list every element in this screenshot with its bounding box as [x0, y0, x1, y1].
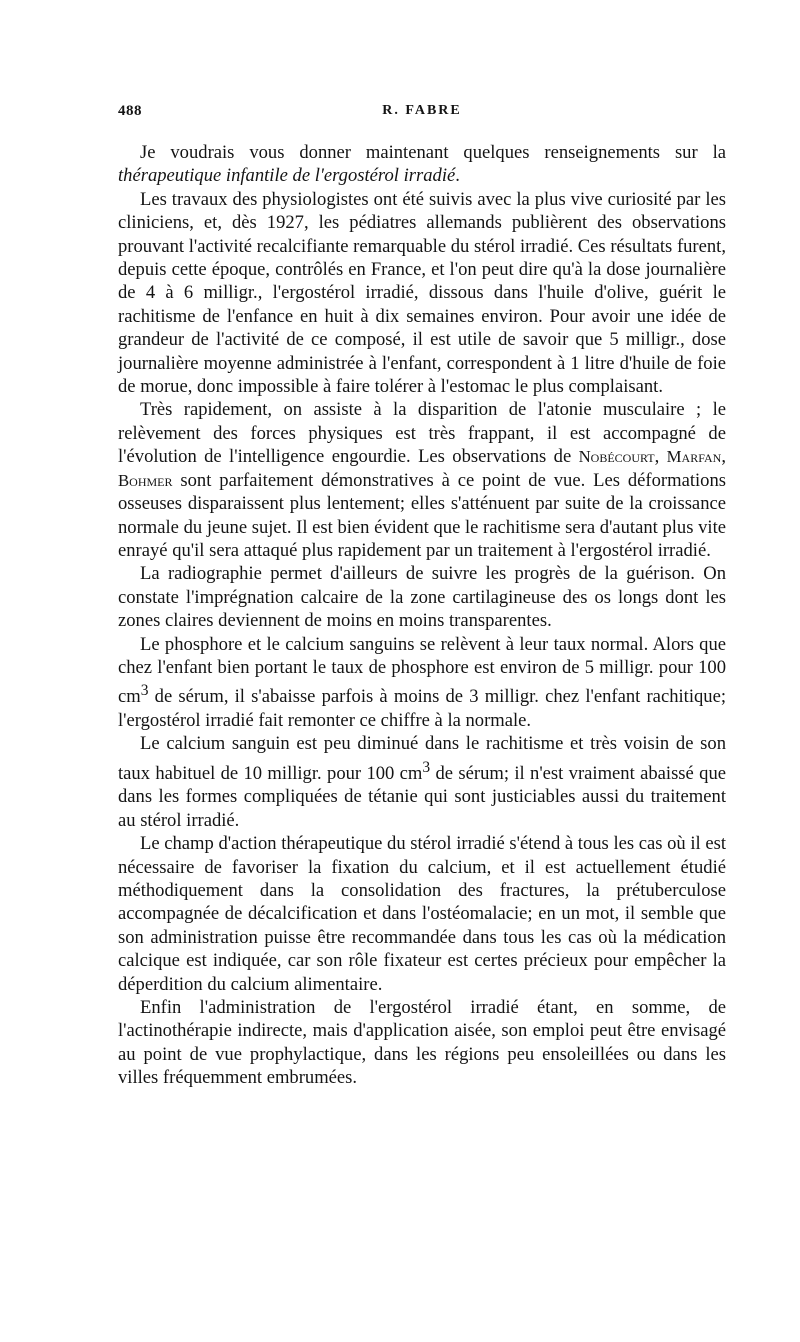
paragraph-1-italic-title: thérapeutique infantile de l'ergostérol irradié [118, 165, 456, 187]
paragraph-5-text: Le phosphore et le calcium sanguins se relèvent à leur taux normal. Alors que chez l'enfant bien portant le taux de phosphore est environ de 5 milligr. pour 100 cm [118, 633, 726, 708]
paragraph-5-superscript: 3 [140, 682, 149, 700]
author-name-marfan: Marfan [666, 447, 722, 467]
paragraph-1 [118, 141, 726, 188]
running-head [118, 103, 726, 129]
paragraph-3 [118, 398, 726, 562]
paragraph-6 [118, 732, 726, 832]
paragraph-3-rest: sont parfaitement démonstratives à ce point de vue. Les déformations osseuses disparaissent plus lentement; elles s'atténuent par suite de la croissance normale du jeune sujet. Il est bien évident que le rachitisme sera d'autant plus vite enrayé qu'il sera attaqué plus rapidement par un traitement à l'ergostérol irradié. [118, 469, 726, 561]
paragraph-1-text: Je voudrais vous donner maintenant quelques renseignements sur la [140, 142, 726, 163]
paragraph-3-separator-1: , [654, 446, 667, 468]
paragraph-3-text: Très rapidement, on assiste à la disparition de l'atonie musculaire ; le relèvement des forces physiques est très frappant, il est accompagné de l'évolution de l'intelligence engourdie. Les observations de [118, 399, 726, 468]
paragraph-5-rest: de sérum, il s'abaisse parfois à moins de 3 milligr. chez l'enfant rachitique; l'ergostérol irradié fait remonter ce chiffre à la normale. [118, 686, 726, 731]
paragraph-5 [118, 633, 726, 733]
paragraph-6-superscript: 3 [422, 758, 431, 776]
paragraph-4: La radiographie permet d'ailleurs de suivre les progrès de la guérison. On constate l'imprégnation calcaire de la zone cartilagineuse des os longs dont les zones claires deviennent de moins en moins transparentes. [118, 563, 726, 632]
body-text [118, 141, 726, 1090]
paragraph-2: Les travaux des physiologistes ont été suivis avec la plus vive curiosité par les cliniciens, et, dès 1927, les pédiatres allemands publièrent des observations prouvant l'activité recalcifiante remarquable du stérol irradié. Ces résultats furent, depuis cette époque, contrôlés en France, et l'on peut dire qu'à la dose journalière de 4 à 6 milligr., l'ergostérol irradié, dissous dans l'huile d'olive, guérit le rachitisme de l'enfance en huit à dix semaines environ. Pour avoir une idée de grandeur de l'activité de ce composé, il est utile de savoir que 5 milligr., dose journalière moyenne administrée à l'enfant, correspondent à 1 litre d'huile de foie de morue, donc impossible à faire tolérer à l'estomac le plus complaisant. [118, 188, 726, 398]
paragraph-6-text: Le calcium sanguin est peu diminué dans le rachitisme et très voisin de son taux habituel de 10 milligr. pour 100 cm [118, 733, 726, 784]
page-number: 488 [118, 103, 142, 119]
author-name-nobecourt: Nobécourt [578, 447, 655, 467]
paragraph-1-end: . [455, 165, 460, 187]
author-header: R. FABRE [382, 103, 462, 118]
paragraph-6-rest: de sérum; il n'est vraiment abaissé que dans les formes compliquées de tétanie qui sont justiciables aussi du traitement au stérol irradié. [118, 762, 726, 831]
paragraph-7: Le champ d'action thérapeutique du stérol irradié s'étend à tous les cas où il est nécessaire de favoriser la fixation du calcium, et il est actuellement étudié méthodiquement dans la consolidation des fractures, la prétuberculose accompagnée de décalcification et dans l'ostéomalacie; en un mot, il semble que son administration puisse être recommandée dans tous les cas où la médication calcique est indiquée, car son rôle fixateur est certes précieux pour empêcher la déperdition du calcium alimentaire. [118, 833, 727, 995]
author-name-bohmer: Bohmer [118, 470, 173, 490]
paragraph-8: Enfin l'administration de l'ergostérol irradié étant, en somme, de l'actinothérapie indirecte, mais d'application aisée, son emploi peut être envisagé au point de vue prophylactique, dans les régions peu ensoleillées ou dans les villes fréquemment embrumées. [118, 997, 726, 1089]
paragraph-3-separator-2: , [721, 446, 726, 468]
